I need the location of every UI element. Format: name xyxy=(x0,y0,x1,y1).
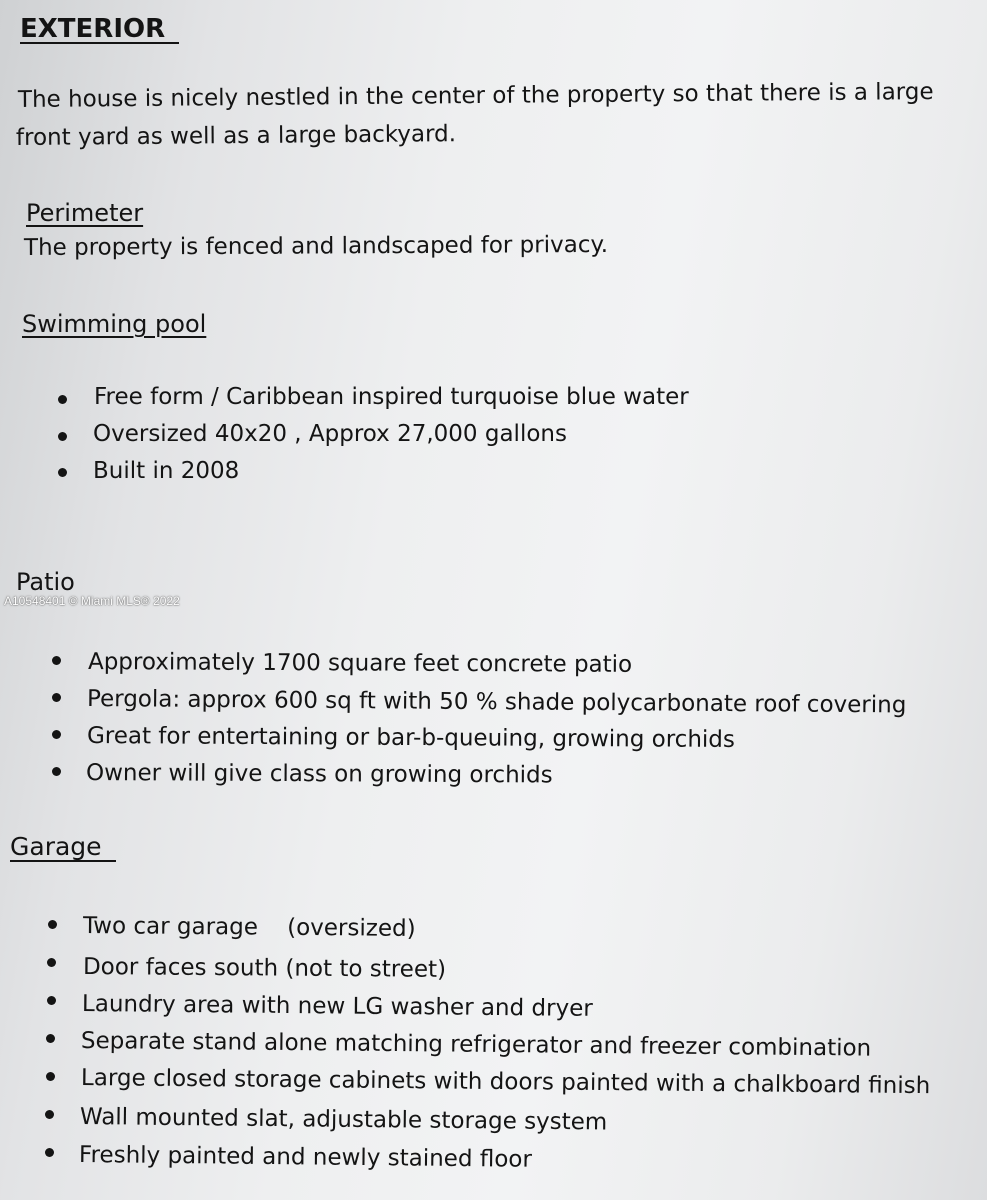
patio-heading: Patio xyxy=(16,568,75,596)
garage-item-5: Large closed storage cabinets with doors painted with a chalkboard finish xyxy=(80,1065,931,1100)
garage-bullet-6 xyxy=(45,1110,54,1119)
garage-heading: Garage xyxy=(10,834,116,862)
intro-line-2: front yard as well as a large backyard. xyxy=(15,121,457,151)
garage-bullet-2 xyxy=(47,958,56,967)
garage-bullet-3 xyxy=(47,996,56,1005)
pool-bullet-3 xyxy=(58,468,67,477)
patio-bullet-3 xyxy=(52,730,61,739)
perimeter-heading: Perimeter xyxy=(26,199,144,227)
patio-item-2: Pergola: approx 600 sq ft with 50 % shade polycarbonate roof covering xyxy=(86,686,907,719)
garage-item-7: Freshly painted and newly stained floor xyxy=(78,1142,533,1173)
patio-item-3: Great for entertaining or bar-b-queuing, growing orchids xyxy=(86,723,736,753)
patio-item-1: Approximately 1700 square feet concrete patio xyxy=(87,649,633,678)
garage-bullet-7 xyxy=(45,1148,54,1157)
garage-item-1: Two car garage (oversized) xyxy=(82,913,416,942)
garage-item-4: Separate stand alone matching refrigerator and freezer combination xyxy=(80,1028,872,1062)
pool-bullet-1 xyxy=(58,395,67,404)
garage-item-6: Wall mounted slat, adjustable storage system xyxy=(79,1104,608,1136)
patio-bullet-4 xyxy=(52,767,61,776)
patio-item-4: Owner will give class on growing orchids xyxy=(85,760,553,789)
pool-bullet-2 xyxy=(58,432,67,441)
pool-heading: Swimming pool xyxy=(22,310,207,338)
garage-item-3: Laundry area with new LG washer and dryer xyxy=(81,991,593,1022)
intro-line-1: The house is nicely nestled in the center of the property so that there is a large xyxy=(17,79,934,113)
pool-item-3: Built in 2008 xyxy=(93,458,240,484)
pool-item-2: Oversized 40x20 , Approx 27,000 gallons xyxy=(93,421,567,447)
page-title: EXTERIOR xyxy=(20,16,179,44)
garage-item-2: Door faces south (not to street) xyxy=(82,954,447,983)
pool-item-1: Free form / Caribbean inspired turquoise blue water xyxy=(94,384,689,410)
bleed-through-text xyxy=(60,60,67,85)
patio-bullet-2 xyxy=(52,693,61,702)
garage-bullet-5 xyxy=(46,1072,55,1081)
perimeter-text: The property is fenced and landscaped for privacy. xyxy=(23,231,609,261)
mls-watermark: A10548401 © Miami MLS® 2022 xyxy=(4,594,180,608)
garage-bullet-1 xyxy=(48,920,57,929)
garage-bullet-4 xyxy=(46,1034,55,1043)
patio-bullet-1 xyxy=(52,656,61,665)
